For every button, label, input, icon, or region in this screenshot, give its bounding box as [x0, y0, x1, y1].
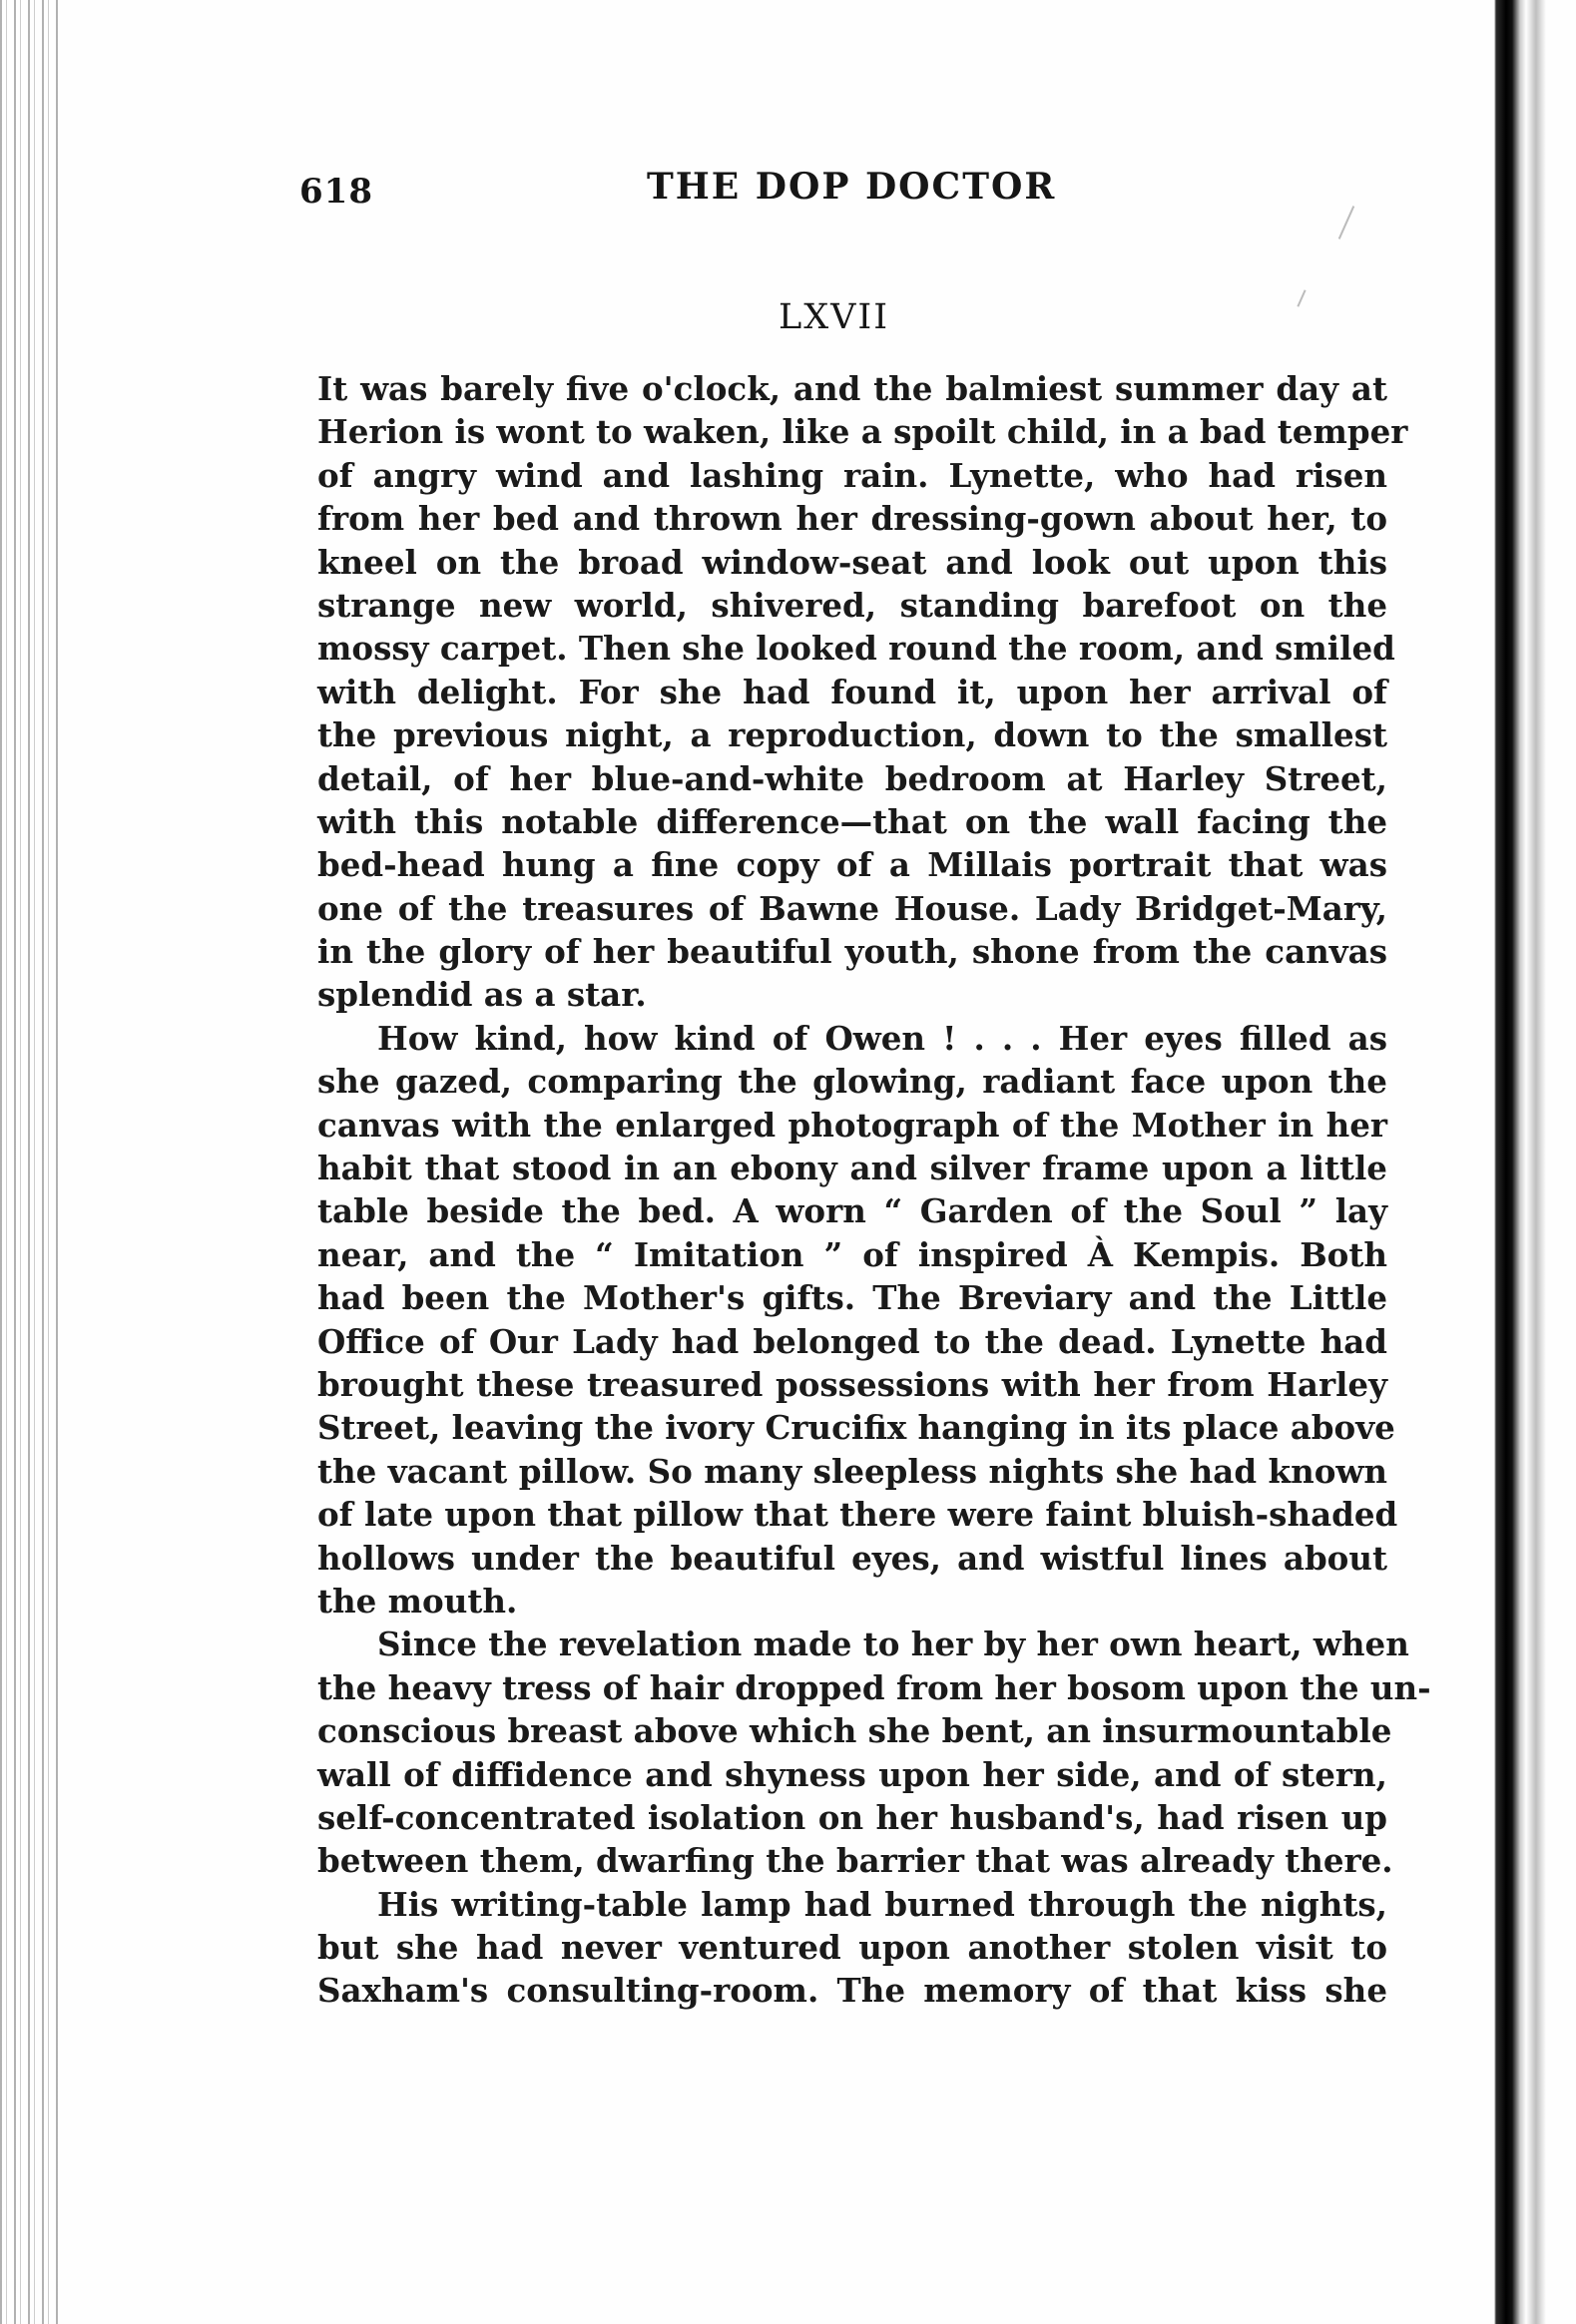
- text-line: the heavy tress of hair dropped from her bosom upon the un-: [317, 1667, 1431, 1707]
- text-line: bed-head hung a fine copy of a Millais portrait that was: [317, 845, 1387, 885]
- paragraph: [317, 1883, 1387, 2013]
- running-title: THE DOP DOCTOR: [647, 166, 1057, 208]
- text-line: of angry wind and lashing rain. Lynette, who had risen: [317, 455, 1387, 495]
- text-line: habit that stood in an ebony and silver frame upon a little: [317, 1149, 1387, 1188]
- text-line: with this notable difference—that on the wall facing the: [317, 801, 1387, 841]
- text-line: she gazed, comparing the glowing, radiant face upon the: [317, 1062, 1387, 1102]
- text-line: mossy carpet. Then she looked round the room, and smiled: [317, 629, 1395, 669]
- text-line: Since the revelation made to her by her own heart, when: [377, 1625, 1409, 1664]
- text-line: near, and the “ Imitation ” of inspired À Kempis. Both: [317, 1234, 1387, 1274]
- text-line: the vacant pillow. So many sleepless nights she had known: [317, 1451, 1387, 1491]
- text-line: kneel on the broad window-seat and look out upon this: [317, 542, 1387, 582]
- binding-edge-left: [0, 0, 60, 2324]
- paragraph: [317, 1623, 1431, 1882]
- chapter-body-text: [317, 367, 1431, 2013]
- text-line: the previous night, a reproduction, down to the smallest: [317, 715, 1387, 755]
- paragraph: [317, 367, 1408, 1017]
- text-line: strange new world, shivered, standing barefoot on the: [317, 585, 1387, 625]
- text-line: splendid as a star.: [317, 975, 647, 1015]
- text-line: canvas with the enlarged photograph of the Mother in her: [317, 1105, 1387, 1145]
- text-line: brought these treasured possessions with her from Harley: [317, 1364, 1387, 1404]
- text-line: table beside the bed. A worn “ Garden of the Soul ” lay: [317, 1191, 1387, 1231]
- text-line: of late upon that pillow that there were faint bluish-shaded: [317, 1495, 1398, 1535]
- text-line: the mouth.: [317, 1581, 518, 1621]
- text-line: in the glory of her beautiful youth, shone from the canvas: [317, 932, 1387, 972]
- text-line: His writing-table lamp had burned through the nights,: [377, 1884, 1387, 1924]
- text-line: It was barely five o'clock, and the balmiest summer day at: [317, 369, 1387, 408]
- text-line: Saxham's consulting-room. The memory of that kiss she: [317, 1971, 1387, 2011]
- text-line: one of the treasures of Bawne House. Lady Bridget-Mary,: [317, 888, 1387, 928]
- text-line: Herion is wont to waken, like a spoilt child, in a bad temper: [317, 412, 1408, 452]
- text-line: self-concentrated isolation on her husband's, had risen up: [317, 1797, 1387, 1837]
- chapter-heading: LXVII: [779, 297, 890, 337]
- running-head: [299, 162, 1058, 212]
- text-line: conscious breast above which she bent, an insurmountable: [317, 1711, 1392, 1751]
- text-line: detail, of her blue-and-white bedroom at Harley Street,: [317, 758, 1387, 798]
- text-line: from her bed and thrown her dressing-gown about her, to: [317, 499, 1387, 539]
- page-number: 618: [299, 172, 373, 212]
- text-line: wall of diffidence and shyness upon her side, and of stern,: [317, 1754, 1387, 1794]
- text-line: between them, dwarfing the barrier that was already there.: [317, 1841, 1393, 1881]
- text-line: Office of Our Lady had belonged to the dead. Lynette had: [317, 1321, 1387, 1361]
- text-line: How kind, how kind of Owen ! . . . Her eyes filled as: [377, 1018, 1387, 1058]
- text-line: had been the Mother's gifts. The Breviary and the Little: [317, 1278, 1387, 1318]
- text-line: hollows under the beautiful eyes, and wistful lines about: [317, 1538, 1387, 1578]
- stray-pencil-mark: [1297, 289, 1306, 306]
- text-line: Street, leaving the ivory Crucifix hanging in its place above: [317, 1408, 1395, 1448]
- text-line: but she had never ventured upon another stolen visit to: [317, 1928, 1387, 1968]
- paragraph: [317, 1017, 1398, 1623]
- page-edge-right: [1486, 0, 1576, 2324]
- stray-pencil-mark: [1338, 206, 1354, 239]
- text-line: with delight. For she had found it, upon her arrival of: [317, 672, 1387, 711]
